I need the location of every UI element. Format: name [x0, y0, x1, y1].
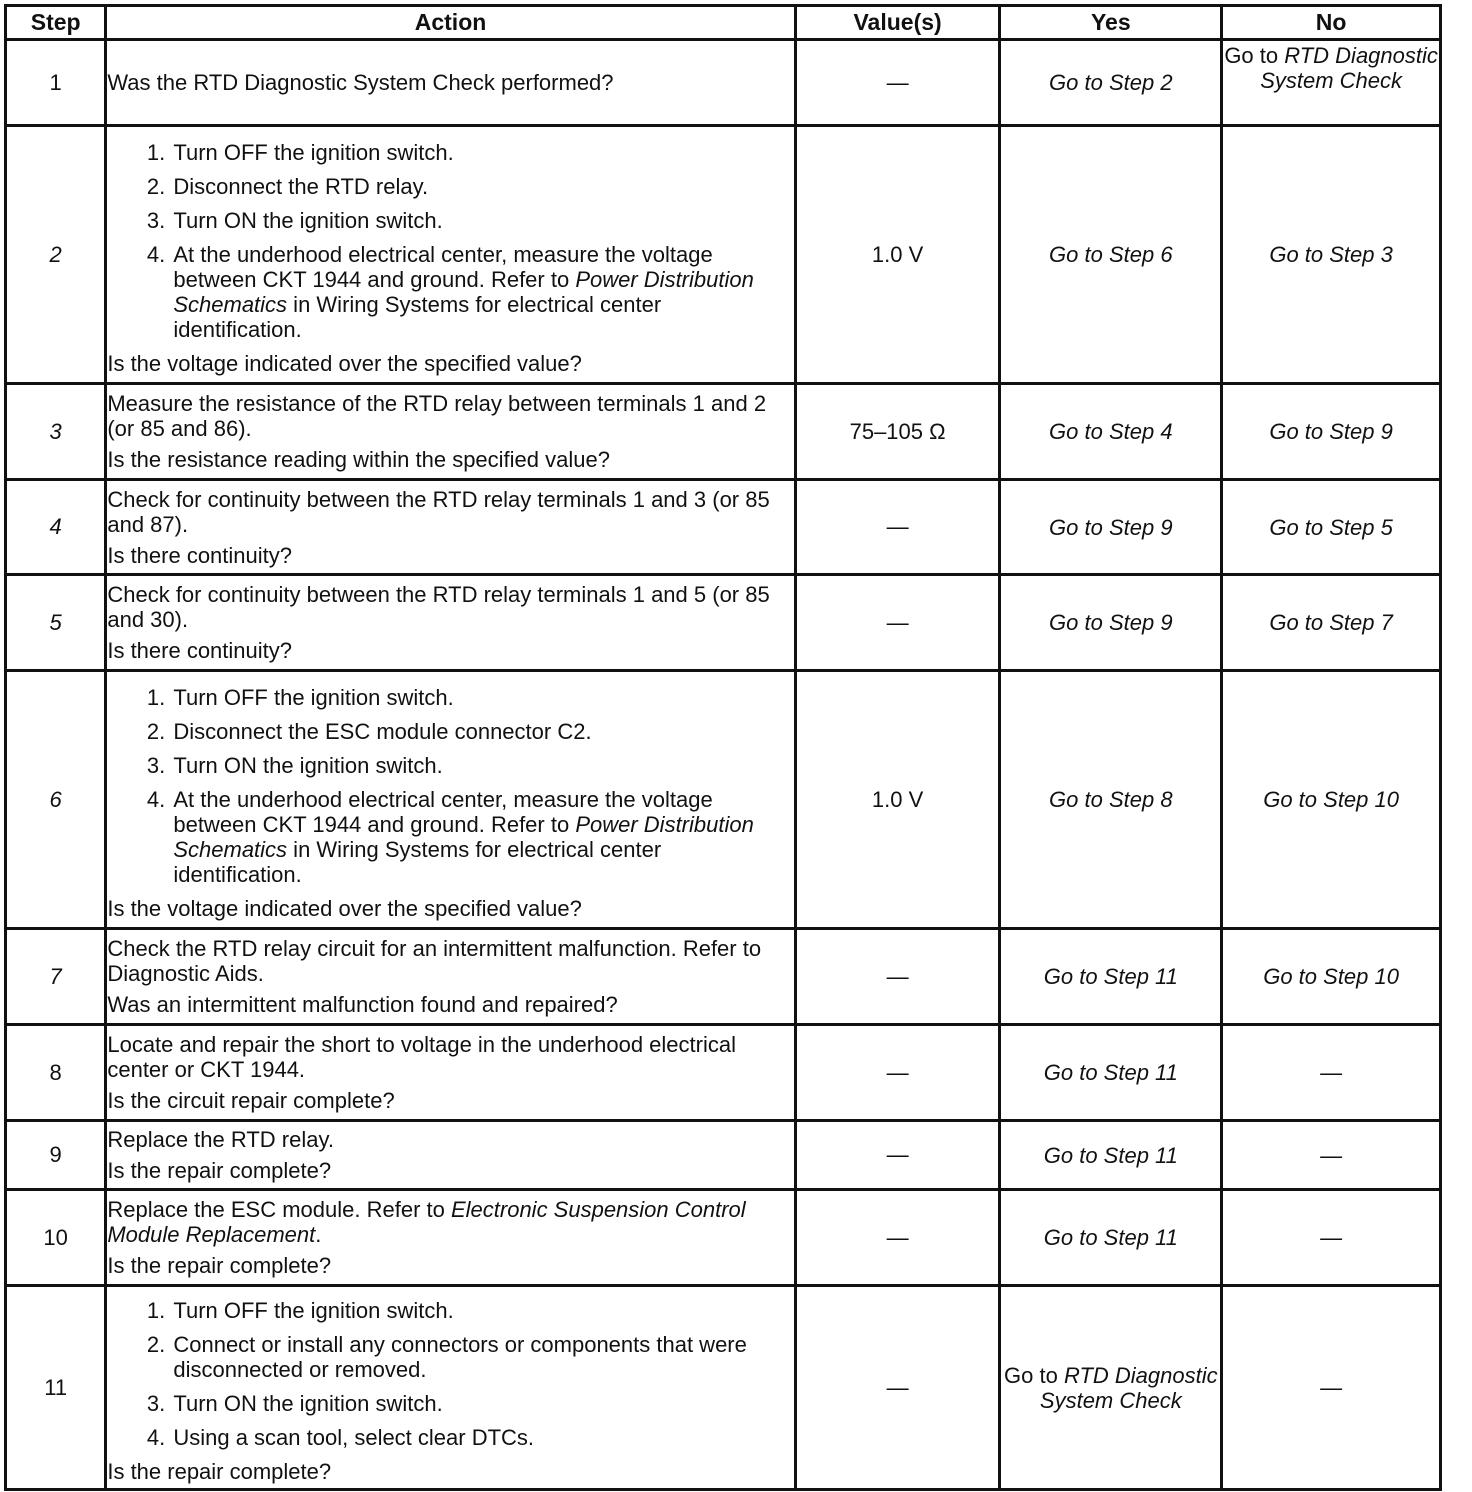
action-step-item: 4. Using a scan tool, select clear DTCs. [171, 1425, 793, 1450]
reference-link: Electronic Suspension Control Module Replacement [107, 1197, 746, 1247]
header-value: Value(s) [795, 6, 1000, 40]
step-text: At the underhood electrical center, measure the voltage between CKT 1944 and ground. Refer to [173, 241, 713, 292]
yes-cell [1000, 1286, 1222, 1490]
value-cell: 1.0 V [795, 671, 1000, 929]
action-text: Replace the RTD relay. [107, 1127, 334, 1152]
action-text [107, 1197, 793, 1247]
action-question: Is the repair complete? [107, 1253, 332, 1278]
no-cell: Go to Step 7 [1222, 575, 1441, 671]
action-step-item: 1. Turn OFF the ignition switch. [171, 685, 793, 710]
action-question: Is the voltage indicated over the specified value? [107, 350, 582, 376]
action-step-item: 1. Turn OFF the ignition switch. [171, 140, 793, 165]
diagnostic-table [4, 4, 1442, 1491]
action-step-item: 3. Turn ON the ignition switch. [171, 1391, 793, 1416]
text-part: . [315, 1222, 322, 1247]
value-cell: — [795, 1025, 1000, 1121]
value-cell: — [795, 575, 1000, 671]
action-cell [106, 384, 795, 480]
action-step-item: 2. Connect or install any connectors or components that were disconnected or removed. [171, 1332, 793, 1382]
no-cell: Go to Step 10 [1222, 671, 1441, 929]
action-text: Was the RTD Diagnostic System Check performed? [107, 70, 614, 95]
action-cell [106, 671, 795, 929]
yes-cell: Go to Step 11 [1000, 1190, 1222, 1286]
yes-prefix: Go to [1004, 1362, 1064, 1388]
no-cell: Go to Step 10 [1222, 929, 1441, 1025]
step-number: 3 [6, 384, 106, 480]
header-yes: Yes [1000, 6, 1222, 40]
action-text: Check for continuity between the RTD relay terminals 1 and 5 (or 85 and 30). [107, 582, 770, 632]
action-question: Is there continuity? [107, 638, 293, 663]
yes-cell: Go to Step 8 [1000, 671, 1222, 929]
no-cell: — [1222, 1025, 1441, 1121]
action-cell [106, 929, 795, 1025]
yes-cell: Go to Step 6 [1000, 126, 1222, 384]
action-steps [107, 140, 793, 342]
table-row [6, 1190, 1441, 1286]
yes-cell: Go to Step 9 [1000, 575, 1222, 671]
action-text: Check the RTD relay circuit for an intermittent malfunction. Refer to Diagnostic Aids. [107, 936, 762, 986]
table-row [6, 1025, 1441, 1121]
value-cell: — [795, 1121, 1000, 1190]
yes-cell: Go to Step 11 [1000, 1025, 1222, 1121]
step-number: 1 [6, 40, 106, 126]
yes-cell: Go to Step 2 [1000, 40, 1222, 126]
action-cell [106, 126, 795, 384]
action-cell [106, 1025, 795, 1121]
yes-cell: Go to Step 9 [1000, 480, 1222, 575]
reference-link: Power Distribution Schematics [173, 266, 754, 317]
yes-cell: Go to Step 4 [1000, 384, 1222, 480]
reference-link: Power Distribution Schematics [173, 811, 754, 862]
no-link: RTD Diagnostic System Check [1260, 43, 1438, 93]
step-text: in Wiring Systems for electrical center identification. [173, 291, 662, 342]
value-cell: 75–105 Ω [795, 384, 1000, 480]
action-question: Is the circuit repair complete? [107, 1088, 395, 1113]
action-question: Is the resistance reading within the specified value? [107, 447, 610, 472]
action-question: Is the repair complete? [107, 1458, 332, 1484]
step-number: 11 [6, 1286, 106, 1490]
value-cell: — [795, 929, 1000, 1025]
action-question: Was an intermittent malfunction found and repaired? [107, 992, 618, 1017]
step-number: 2 [6, 126, 106, 384]
step-text: At the underhood electrical center, measure the voltage between CKT 1944 and ground. Refer to [173, 786, 713, 837]
action-step-item: 3. Turn ON the ignition switch. [171, 208, 793, 233]
yes-cell: Go to Step 11 [1000, 1121, 1222, 1190]
action-text: Locate and repair the short to voltage in the underhood electrical center or CKT 1944. [107, 1032, 736, 1082]
action-step-item: 1. Turn OFF the ignition switch. [171, 1298, 793, 1323]
header-no: No [1222, 6, 1441, 40]
value-cell: 1.0 V [795, 126, 1000, 384]
value-cell: — [795, 1286, 1000, 1490]
yes-link: RTD Diagnostic System Check [1039, 1362, 1218, 1413]
action-steps [107, 1298, 793, 1450]
no-cell: — [1222, 1121, 1441, 1190]
table-row [6, 929, 1441, 1025]
action-step-item: 2. Disconnect the ESC module connector C2. [171, 719, 793, 744]
action-step-item [171, 787, 793, 887]
action-text: Check for continuity between the RTD relay terminals 1 and 3 (or 85 and 87). [107, 486, 770, 537]
action-steps [107, 685, 793, 887]
no-cell: — [1222, 1190, 1441, 1286]
action-question: Is the repair complete? [107, 1158, 332, 1183]
step-number: 4 [6, 480, 106, 575]
no-cell: Go to Step 9 [1222, 384, 1441, 480]
table-row [6, 671, 1441, 929]
yes-cell: Go to Step 11 [1000, 929, 1222, 1025]
step-number: 8 [6, 1025, 106, 1121]
value-cell: — [795, 1190, 1000, 1286]
table-row [6, 480, 1441, 575]
no-cell: Go to Step 3 [1222, 126, 1441, 384]
action-step-item [171, 242, 793, 342]
step-number: 7 [6, 929, 106, 1025]
value-cell: — [795, 480, 1000, 575]
action-step-item: 2. Disconnect the RTD relay. [171, 174, 793, 199]
step-number: 9 [6, 1121, 106, 1190]
header-action: Action [106, 6, 795, 40]
action-step-item: 3. Turn ON the ignition switch. [171, 753, 793, 778]
table-row [6, 575, 1441, 671]
action-cell [106, 1190, 795, 1286]
action-cell [106, 575, 795, 671]
no-prefix: Go to [1224, 43, 1285, 68]
action-cell [106, 1121, 795, 1190]
action-cell [106, 40, 795, 126]
no-cell [1222, 40, 1441, 126]
step-number: 6 [6, 671, 106, 929]
action-question: Is there continuity? [107, 542, 293, 568]
header-step: Step [6, 6, 106, 40]
action-cell [106, 1286, 795, 1490]
no-cell: — [1222, 1286, 1441, 1490]
header-row [6, 6, 1441, 40]
text-part: Replace the ESC module. Refer to [107, 1197, 451, 1222]
step-number: 10 [6, 1190, 106, 1286]
step-text: in Wiring Systems for electrical center identification. [173, 836, 662, 887]
value-cell: — [795, 40, 1000, 126]
no-cell: Go to Step 5 [1222, 480, 1441, 575]
table-row [6, 1286, 1441, 1490]
action-question: Is the voltage indicated over the specified value? [107, 895, 582, 921]
action-cell [106, 480, 795, 575]
table-row [6, 1121, 1441, 1190]
action-text: Measure the resistance of the RTD relay between terminals 1 and 2 (or 85 and 86). [107, 391, 767, 441]
table-row [6, 40, 1441, 126]
table-row [6, 384, 1441, 480]
step-number: 5 [6, 575, 106, 671]
table-row [6, 126, 1441, 384]
